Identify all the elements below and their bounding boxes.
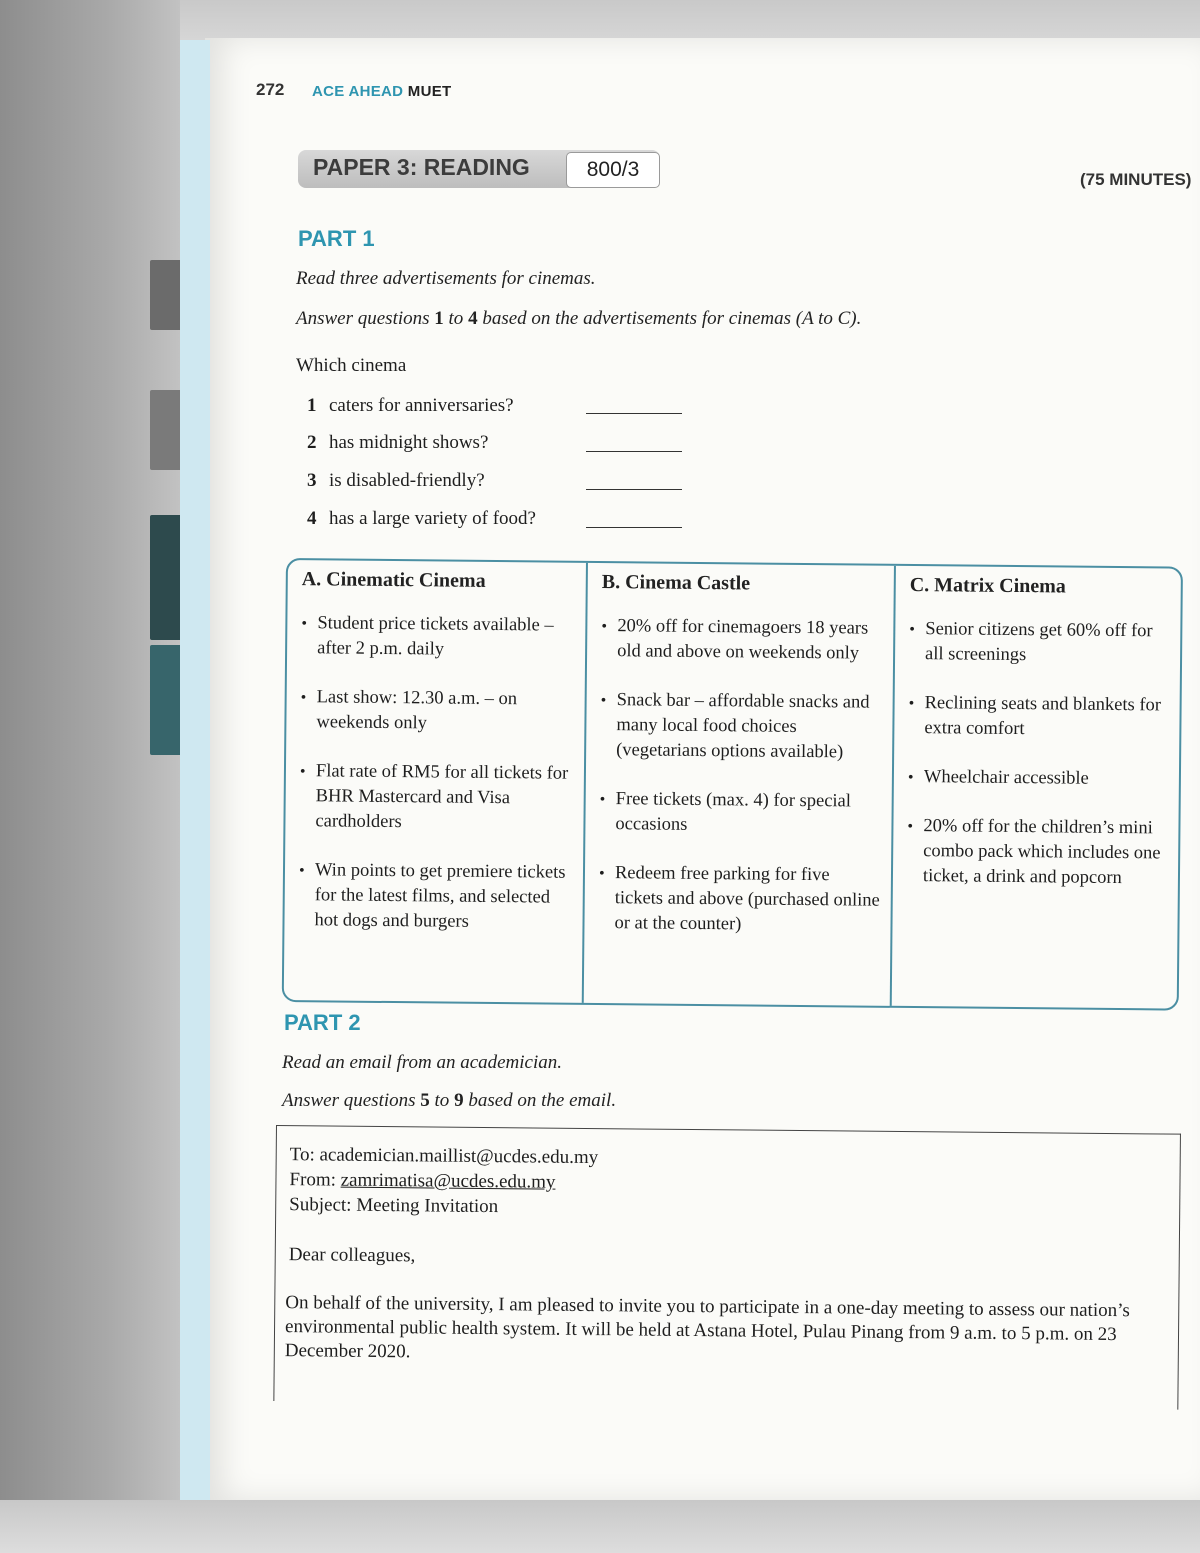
email-subject: Subject: Meeting Invitation <box>289 1194 499 1218</box>
part2-instruction: Read an email from an academician. <box>282 1052 563 1073</box>
part1-heading: PART 1 <box>298 226 375 251</box>
paper-duration: (75 MINUTES) <box>1080 170 1192 189</box>
email-body: On behalf of the university, I am pleased to invite you to participate in a one-day meeting to assess our nation’s environmental public health system. It will be held at Astana Hotel, Pulau Pinang from 9 a.m. to 5 p.m. on 23 December 2020. <box>284 1292 1130 1363</box>
paper-title: PAPER 3: READING <box>313 154 530 180</box>
answer-blank-4[interactable] <box>586 527 682 528</box>
ad-feature: • 20% off for the children’s mini combo pack which includes one ticket, a drink and popcorn <box>907 814 1165 891</box>
question-prompt: Which cinema <box>296 355 407 376</box>
ad-title: A. Cinematic Cinema <box>301 568 486 592</box>
part1-instruction-questions: Answer questions 1 to 4 based on the advertisements for cinemas (A to C). <box>296 308 862 329</box>
email-from-link[interactable]: zamrimatisa@ucdes.edu.my <box>340 1169 556 1193</box>
question-item: 4 has a large variety of food? <box>307 508 536 529</box>
ad-feature: • Free tickets (max. 4) for special occasions <box>599 787 881 840</box>
book-title-rest: MUET <box>407 83 452 100</box>
ad-feature: • Senior citizens get 60% off for all screenings <box>909 617 1166 669</box>
ad-title: B. Cinema Castle <box>601 571 751 595</box>
page-margin-strip <box>180 40 210 1500</box>
ad-feature: • Last show: 12.30 a.m. – on weekends only <box>300 685 574 738</box>
ad-feature: • 20% off for cinemagoers 18 years old and above on weekends only <box>601 614 883 667</box>
scan-top-shadow <box>0 0 1200 40</box>
email-box <box>273 1125 1181 1410</box>
question-item: 3 is disabled-friendly? <box>307 470 485 491</box>
ad-feature: • Redeem free parking for five tickets and above (purchased online or at the counter) <box>598 861 881 939</box>
scan-left-edge <box>0 0 180 1553</box>
book-title-accent: ACE AHEAD <box>312 83 404 100</box>
answer-blank-2[interactable] <box>586 451 682 452</box>
email-to: To: academician.maillist@ucdes.edu.my <box>289 1144 599 1169</box>
ad-feature: • Snack bar – affordable snacks and many local food choices (vegetarians options available) <box>600 688 883 766</box>
email-from: From: zamrimatisa@ucdes.edu.my <box>289 1169 556 1193</box>
cinema-advertisements <box>282 558 1183 1011</box>
question-item: 1 caters for anniversaries? <box>307 395 514 416</box>
ad-features <box>598 614 883 939</box>
part2-heading: PART 2 <box>284 1010 361 1035</box>
part1-instruction: Read three advertisements for cinemas. <box>296 268 596 289</box>
ad-feature: • Flat rate of RM5 for all tickets for BHR Mastercard and Visa cardholders <box>299 759 574 837</box>
ad-feature: • Reclining seats and blankets for extra comfort <box>908 691 1165 743</box>
question-item: 2 has midnight shows? <box>307 432 489 453</box>
ad-feature: • Student price tickets available – after 2 p.m. daily <box>301 611 575 664</box>
ad-cinema-castle <box>582 563 894 1006</box>
ad-features <box>298 611 575 936</box>
ad-feature: • Wheelchair accessible <box>908 765 1165 792</box>
answer-blank-1[interactable] <box>586 413 682 414</box>
page-number: 272 <box>256 80 285 99</box>
ad-matrix-cinema <box>890 566 1177 1009</box>
book-title <box>312 83 452 100</box>
email-greeting: Dear colleagues, <box>288 1244 416 1267</box>
answer-blank-3[interactable] <box>586 489 682 490</box>
ad-feature: • Win points to get premiere tickets for the latest films, and selected hot dogs and burgers <box>298 858 573 936</box>
ad-cinematic-cinema <box>284 560 586 1003</box>
ad-title: C. Matrix Cinema <box>909 573 1066 598</box>
paper-code: 800/3 <box>566 152 660 188</box>
ad-features <box>907 617 1167 891</box>
part2-instruction-questions: Answer questions 5 to 9 based on the email. <box>282 1090 617 1111</box>
scan-bottom-shadow <box>0 1500 1200 1553</box>
